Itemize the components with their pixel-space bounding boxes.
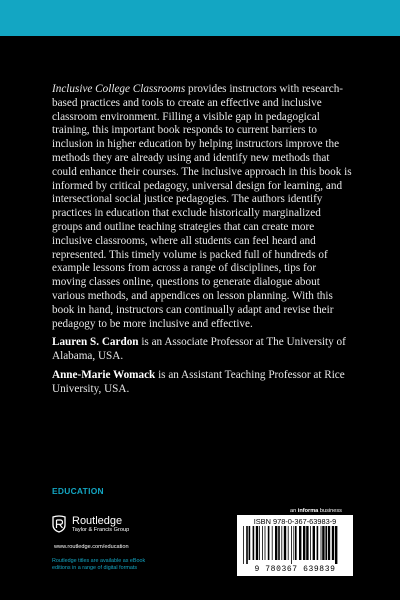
publisher-name: Routledge	[72, 515, 123, 527]
barcode-bar	[317, 526, 319, 560]
barcode-bar	[293, 526, 294, 560]
barcode-bar	[299, 526, 301, 560]
informa-business-label	[290, 508, 342, 514]
top-accent-strip	[0, 0, 400, 36]
barcode-bar	[322, 526, 324, 560]
subject-category: EDUCATION	[52, 486, 104, 496]
isbn-label: ISBN 978-0-367-63983-9	[253, 517, 337, 526]
barcode-bar	[321, 526, 322, 560]
barcode-bar	[275, 526, 277, 560]
barcode-bar	[306, 526, 308, 560]
author-bio-text-1: is an Associate Professor at The University of Alabama, USA.	[52, 336, 346, 362]
author-name-1: Lauren S. Cardon	[52, 336, 139, 348]
publisher-url: www.routledge.com/education	[54, 544, 129, 550]
barcode-bar	[284, 526, 286, 560]
barcode-digits: 9 780367 639839	[254, 565, 336, 574]
barcode-bar	[313, 526, 315, 560]
barcode-bar	[310, 526, 311, 560]
barcode-bar	[325, 526, 327, 560]
barcode-bar	[243, 526, 244, 564]
blurb-body: provides instructors with research-based practices and tools to create an effective and inclusive classroom environment. Filling a visible gap in pedagogical training, this important book responds to current barriers to inclusion in higher education by helping instructors improve the methods they are already using and identify new methods that could enhance their courses. The inclusive approach in this book is informed by critical pedagogy, universal design for learning, and intersectional social justice pedagogies. The authors identify practices in education that exclude historically marginalized groups and outline teaching strategies that can create more inclusive classrooms, where all students can feel heard and represented. This timely volume is packed full of hundreds of example lessons from across a range of disciplines, tips for moving classes online, questions to generate dialogue about various methods, and appendices on lesson planning. With this book in hand, instructors can continually adapt and revise their pedagogy to be more inclusive and effective.	[52, 83, 352, 330]
barcode-bar	[265, 526, 266, 560]
informa-brand: informa	[297, 508, 319, 514]
barcode-bar	[328, 526, 330, 560]
barcode-bar	[291, 526, 292, 564]
barcode-bar	[295, 526, 297, 560]
ebook-availability-note: Routledge titles are available as eBook editions in a range of digital formats	[52, 558, 146, 571]
barcode-icon	[241, 526, 349, 564]
isbn-barcode-panel	[237, 515, 353, 576]
barcode-bar	[278, 526, 280, 560]
barcode-bar	[246, 526, 248, 564]
barcode-bar	[268, 526, 270, 560]
publisher-logo	[52, 515, 202, 555]
barcode-bar	[256, 526, 258, 560]
informa-prefix: an	[290, 508, 298, 514]
blurb-book-title: Inclusive College Classrooms	[52, 83, 186, 95]
publisher-group: Taylor & Francis Group	[72, 527, 130, 533]
barcode-bar	[272, 526, 273, 560]
barcode-bar	[288, 526, 289, 560]
barcode-bar	[303, 526, 305, 560]
author-name-2: Anne-Marie Womack	[52, 369, 156, 381]
author-bio-1	[52, 336, 352, 364]
barcode-bar	[332, 526, 334, 560]
routledge-logo-icon	[52, 515, 67, 533]
barcode-bar	[249, 526, 251, 560]
author-bio-2	[52, 369, 352, 397]
barcode-bar	[335, 526, 337, 564]
back-cover-blurb	[52, 83, 352, 331]
barcode-bar	[259, 526, 260, 560]
barcode-bar	[281, 526, 282, 560]
author-bio-text-2: is an Assistant Teaching Professor at Rice University, USA.	[52, 369, 345, 395]
barcode-bar	[253, 526, 255, 560]
barcode-bar	[262, 526, 263, 560]
informa-suffix: business	[318, 508, 342, 514]
